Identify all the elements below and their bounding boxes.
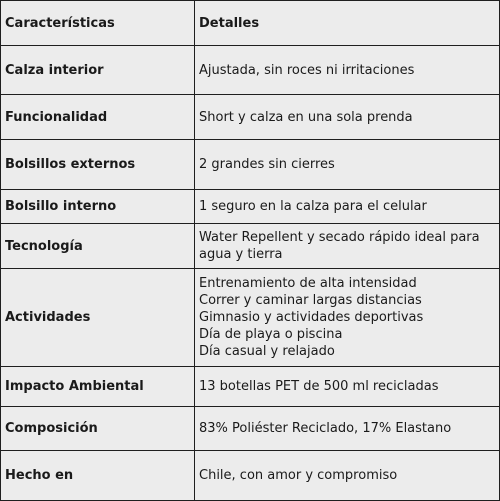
list-item: Día casual y relajado <box>199 344 335 359</box>
header-key: Características <box>1 1 195 46</box>
row-value: Water Repellent y secado rápido ideal para agua y tierra <box>195 224 500 269</box>
row-key: Actividades <box>1 269 195 367</box>
table-row <box>1 224 500 269</box>
row-key: Funcionalidad <box>1 95 195 140</box>
table-row <box>1 140 500 190</box>
row-value: Short y calza en una sola prenda <box>195 95 500 140</box>
list-item: Correr y caminar largas distancias <box>199 293 422 308</box>
row-key: Calza interior <box>1 46 195 95</box>
row-key: Tecnología <box>1 224 195 269</box>
row-key: Impacto Ambiental <box>1 367 195 407</box>
row-value: 2 grandes sin cierres <box>195 140 500 190</box>
table-row <box>1 190 500 224</box>
table-row <box>1 451 500 501</box>
row-value-list <box>195 269 500 367</box>
row-value: Ajustada, sin roces ni irritaciones <box>195 46 500 95</box>
row-key: Bolsillos externos <box>1 140 195 190</box>
table-row <box>1 407 500 451</box>
list-item: Entrenamiento de alta intensidad <box>199 276 417 291</box>
row-value: 1 seguro en la calza para el celular <box>195 190 500 224</box>
row-key: Composición <box>1 407 195 451</box>
table-row <box>1 46 500 95</box>
header-value: Detalles <box>195 1 500 46</box>
table-row <box>1 269 500 367</box>
list-item: Día de playa o piscina <box>199 327 343 342</box>
table-row <box>1 367 500 407</box>
row-key: Hecho en <box>1 451 195 501</box>
row-value: 13 botellas PET de 500 ml recicladas <box>195 367 500 407</box>
row-value: 83% Poliéster Reciclado, 17% Elastano <box>195 407 500 451</box>
list-item: Gimnasio y actividades deportivas <box>199 310 424 325</box>
table-header-row <box>1 1 500 46</box>
table-row <box>1 95 500 140</box>
row-key: Bolsillo interno <box>1 190 195 224</box>
row-value: Chile, con amor y compromiso <box>195 451 500 501</box>
